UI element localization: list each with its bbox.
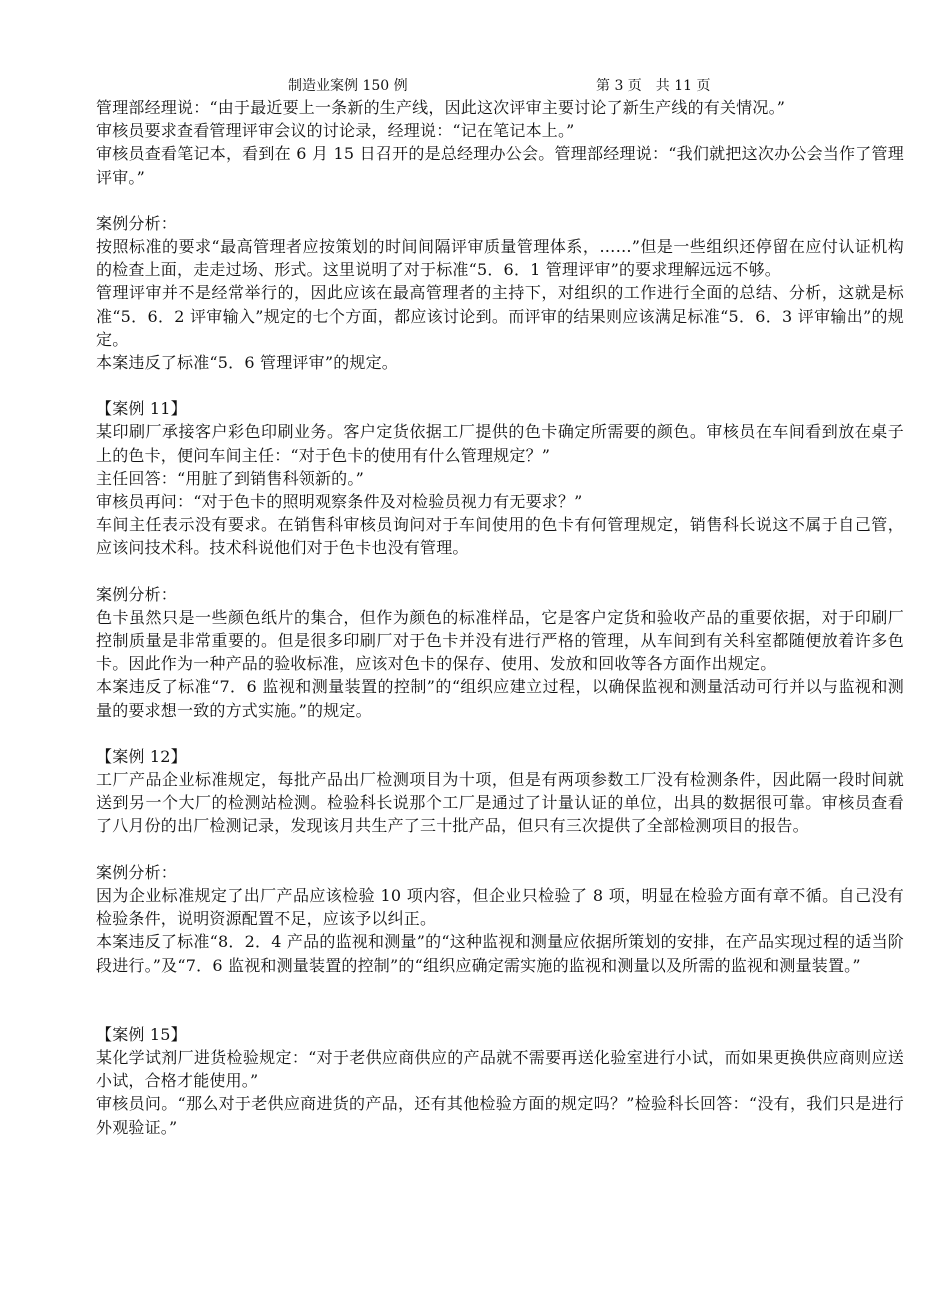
case-15-title: 【案例 15】 <box>96 1024 187 1044</box>
header-book-title: 制造业案例 150 例 <box>288 78 408 94</box>
paragraph: 某化学试剂厂进货检验规定：“对于老供应商供应的产品就不需要再送化验室进行小试，而如果更换供应商则应送小试，合格才能使用。” <box>96 1047 904 1091</box>
analysis-label: 案例分析： <box>96 584 178 604</box>
analysis-label: 案例分析： <box>96 862 178 882</box>
paragraph: 本案违反了标准“7．6 监视和测量装置的控制”的“组织应建立过程，以确保监视和测量活动可行并以与监视和测量的要求想一致的方式实施。”的规定。 <box>96 677 904 720</box>
document-body <box>96 96 904 1139</box>
paragraph: 审核员问。“那么对于老供应商进货的产品，还有其他检验方面的规定吗？”检验科长回答：“没有，我们只是进行外观验证。” <box>96 1094 904 1137</box>
paragraph: 主任回答：“用脏了到销售科领新的。” <box>96 468 364 488</box>
paragraph: 审核员查看笔记本，看到在 6 月 15 日召开的是总经理办公会。管理部经理说：“我们就把这次办公会当作了管理评审。” <box>96 144 904 187</box>
case-11-title: 【案例 11】 <box>96 399 187 419</box>
paragraph: 审核员再问：“对于色卡的照明观察条件及对检验员视力有无要求？” <box>96 492 583 512</box>
paragraph: 管理部经理说：“由于最近要上一条新的生产线，因此这次评审主要讨论了新生产线的有关情况。” <box>96 98 786 117</box>
case-12-title: 【案例 12】 <box>96 746 187 766</box>
analysis-label: 案例分析： <box>96 213 178 233</box>
paragraph: 因为企业标准规定了出厂产品应该检验 10 项内容，但企业只检验了 8 项，明显在检验方面有章不循。自己没有检验条件，说明资源配置不足，应该予以纠正。 <box>96 885 904 929</box>
paragraph: 某印刷厂承接客户彩色印刷业务。客户定货依据工厂提供的色卡确定所需要的颜色。审核员在车间看到放在桌子上的色卡，便问车间主任：“对于色卡的使用有什么管理规定？” <box>96 422 904 465</box>
paragraph: 审核员要求查看管理评审会议的讨论录，经理说：“记在笔记本上。” <box>96 121 575 141</box>
paragraph: 色卡虽然只是一些颜色纸片的集合，但作为颜色的标准样品，它是客户定货和验收产品的重要依据，对于印刷厂控制质量是非常重要的。但是很多印刷厂对于色卡并没有进行严格的管理，从车间到有关科室都随便放着许多色卡。因此作为一种产品的验收标准，应该对色卡的保存、使用、发放和回收等各方面作出规定。 <box>96 607 904 674</box>
paragraph: 本案违反了标准“5．6 管理评审”的规定。 <box>96 353 399 373</box>
paragraph: 按照标准的要求“最高管理者应按策划的时间间隔评审质量管理体系，……”但是一些组织还停留在应付认证机构的检查上面，走走过场、形式。这里说明了对于标准“5．6．1 管理评审”的要求理解远远不够。 <box>96 237 904 280</box>
paragraph: 工厂产品企业标准规定，每批产品出厂检测项目为十项，但是有两项参数工厂没有检测条件，因此隔一段时间就送到另一个大厂的检测站检测。检验科长说那个工厂是通过了计量认证的单位，出具的数据很可靠。审核员查看了八月份的出厂检测记录，发现该月共生产了三十批产品，但只有三次提供了全部检测项目的报告。 <box>96 770 904 836</box>
header-page-info: 第 3 页 共 11 页 <box>596 78 711 94</box>
paragraph: 管理评审并不是经常举行的，因此应该在最高管理者的主持下，对组织的工作进行全面的总结、分析，这就是标准“5．6．2 评审输入”规定的七个方面，都应该讨论到。而评审的结果则应该满足标准“5．6．3 评审输出”的规定。 <box>96 283 904 349</box>
paragraph: 本案违反了标准“8．2．4 产品的监视和测量”的“这种监视和测量应依据所策划的安排，在产品实现过程的适当阶段进行。”及“7．6 监视和测量装置的控制”的“组织应确定需实施的监视和测量以及所需的监视和测量装置。” <box>96 932 904 975</box>
paragraph: 车间主任表示没有要求。在销售科审核员询问对于车间使用的色卡有何管理规定，销售科长说这不属于自己管，应该问技术科。技术科说他们对于色卡也没有管理。 <box>96 515 904 558</box>
